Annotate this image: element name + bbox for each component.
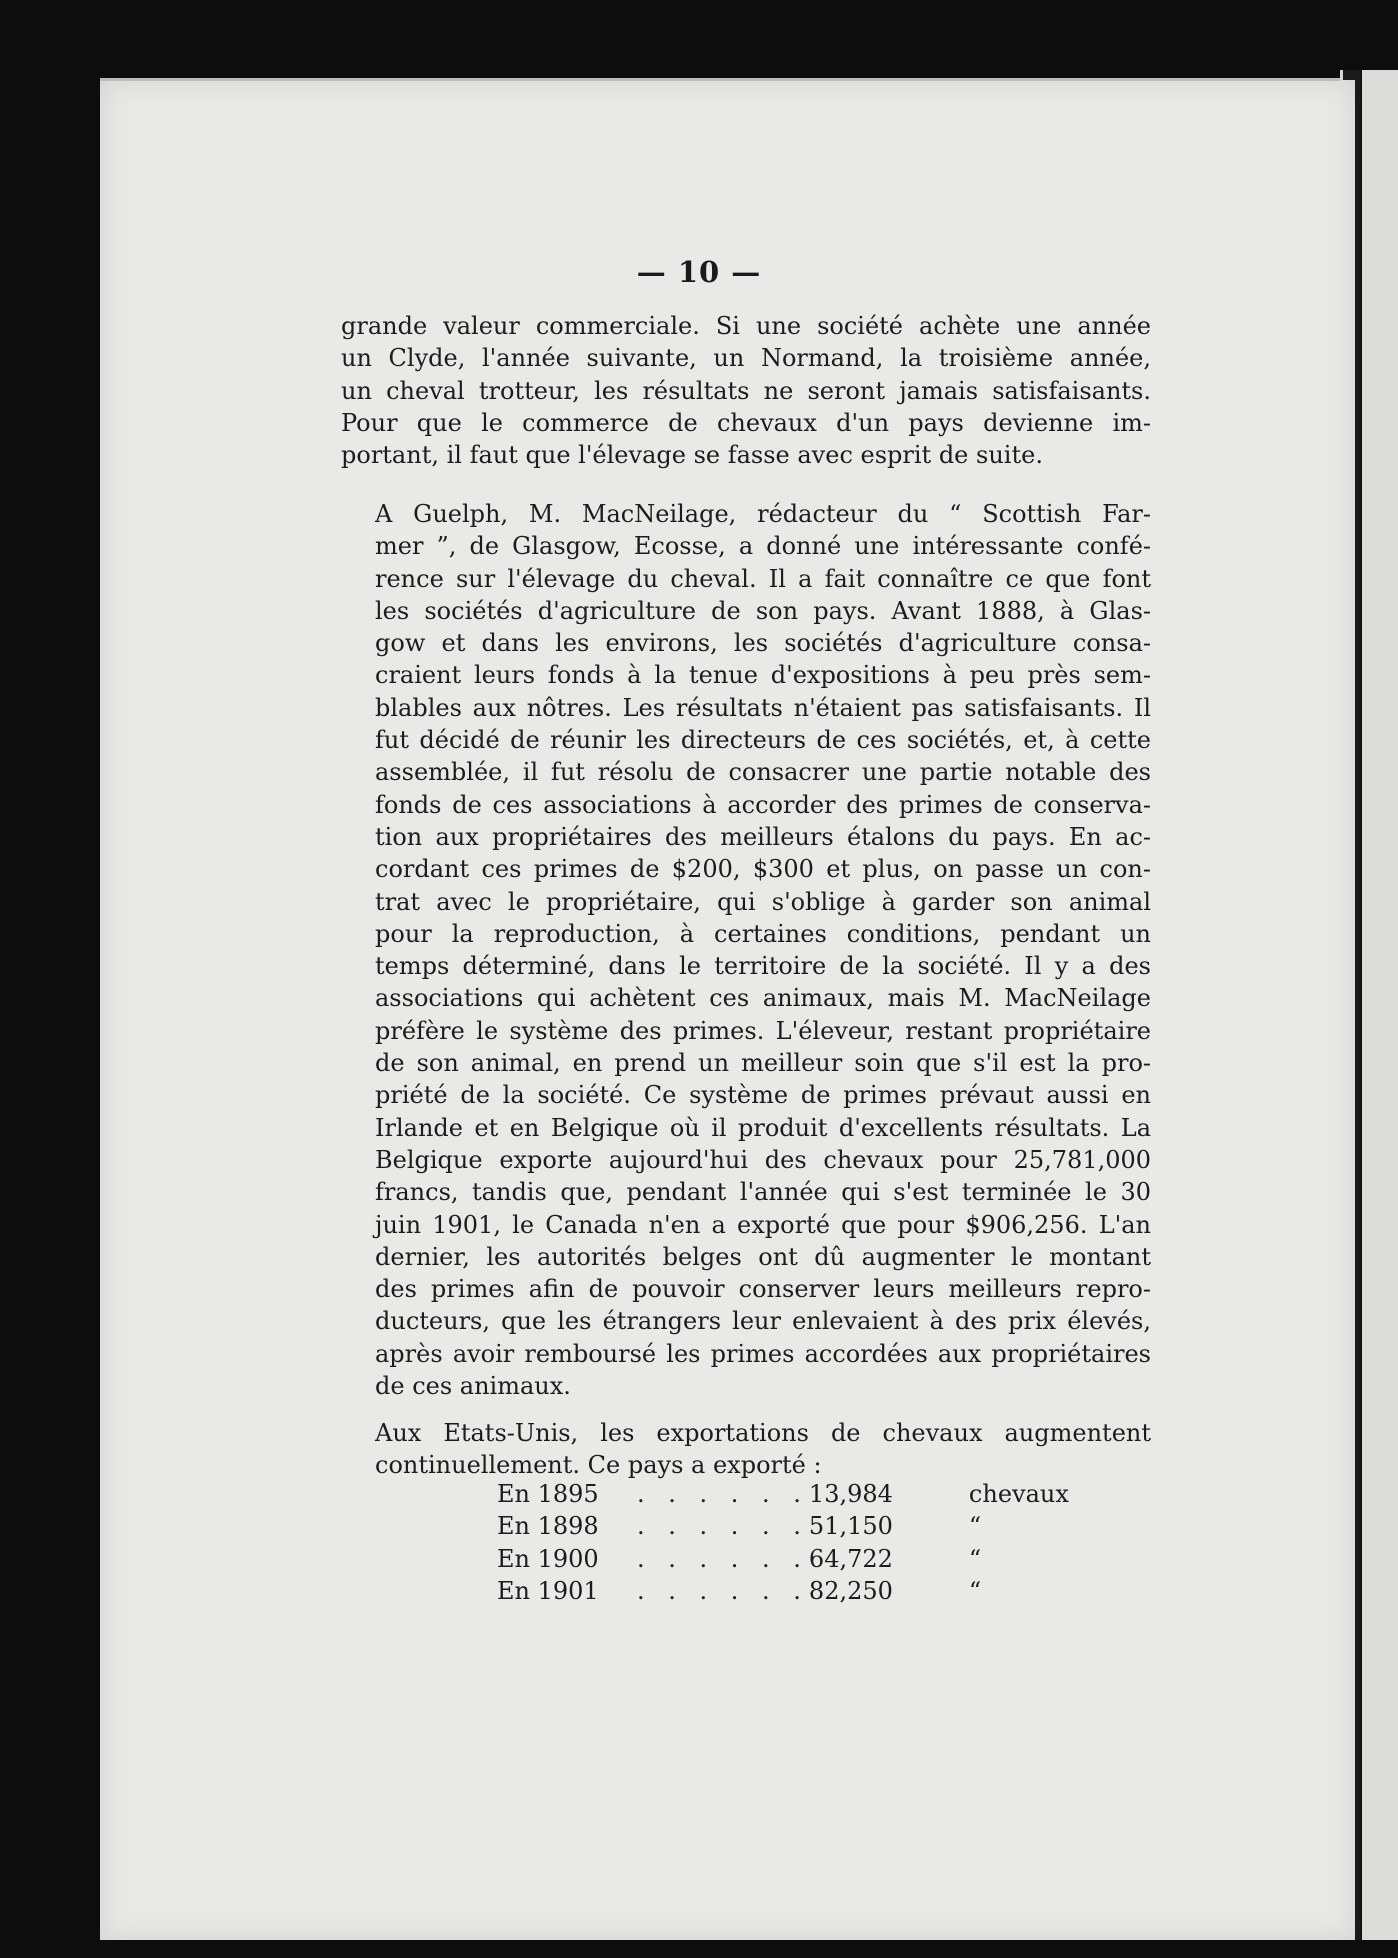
paragraph-line: de ces animaux. xyxy=(375,1372,571,1401)
paragraph-line: grande valeur commerciale. Si une société achète une année xyxy=(341,312,1151,340)
paragraph-line: portant, il faut que l'élevage se fasse avec esprit de suite. xyxy=(341,441,1043,470)
paragraph-line: un Clyde, l'année suivante, un Normand, la troisième année, xyxy=(341,344,1151,373)
paragraph-line: francs, tandis que, pendant l'année qui s'est terminée le 30 xyxy=(375,1178,1151,1207)
leader-dots: . . . . . . xyxy=(637,1480,809,1508)
table-row xyxy=(497,1575,1109,1607)
paragraph-line: trat avec le propriétaire, qui s'oblige à garder son animal xyxy=(375,887,1151,916)
ditto-mark: “ xyxy=(968,1576,982,1605)
paragraph-line: blables aux nôtres. Les résultats n'étaient pas satisfaisants. Il xyxy=(375,693,1151,722)
paragraph-line: craient leurs fonds à la tenue d'expositions à peu près sem- xyxy=(375,661,1151,690)
paragraph-line: assemblée, il fut résolu de consacrer une partie notable des xyxy=(375,758,1151,787)
horse-count: 82,250 xyxy=(808,1576,893,1605)
paragraph-line: de son animal, en prend un meilleur soin que s'il est la pro- xyxy=(375,1049,1151,1078)
paragraph-2 xyxy=(341,498,1151,1402)
paragraph-line: Pour que le commerce de chevaux d'un pays devienne im- xyxy=(341,408,1151,437)
paragraph-line: mer ”, de Glasgow, Ecosse, a donné une intéressante confé- xyxy=(375,532,1151,561)
paragraph-line: fonds de ces associations à accorder des primes de conserva- xyxy=(375,790,1151,819)
horse-count: 13,984 xyxy=(808,1480,893,1508)
paragraph-line: Belgique exporte aujourd'hui des chevaux pour 25,781,000 xyxy=(375,1145,1151,1174)
paragraph-line: préfère le système des primes. L'éleveur, restant propriétaire xyxy=(375,1016,1151,1045)
paragraph-line: A Guelph, M. MacNeilage, rédacteur du “ Scottish Far- xyxy=(375,500,1151,528)
horse-count: 64,722 xyxy=(808,1544,893,1573)
paragraph-line: des primes afin de pouvoir conserver leurs meilleurs repro- xyxy=(375,1275,1151,1304)
unit-label: chevaux xyxy=(968,1480,1069,1508)
paragraph-line: les sociétés d'agriculture de son pays. Avant 1888, à Glas- xyxy=(375,596,1151,625)
paragraph-1 xyxy=(341,310,1151,471)
paragraph-line: ducteurs, que les étrangers leur enlevaient à des prix élevés, xyxy=(375,1307,1151,1336)
year-label: En 1901 xyxy=(497,1576,599,1605)
paragraph-line: gow et dans les environs, les sociétés d'agriculture consa- xyxy=(375,629,1151,658)
table-row xyxy=(497,1510,1109,1542)
leader-dots: . . . . . . xyxy=(637,1544,809,1573)
paragraph-line: continuellement. Ce pays a exporté : xyxy=(375,1451,822,1480)
paragraph-line: Aux Etats-Unis, les exportations de chevaux augmentent xyxy=(375,1419,1151,1447)
paragraph-line: pour la reproduction, à certaines conditions, pendant un xyxy=(375,919,1151,948)
paragraph-line: fut décidé de réunir les directeurs de ces sociétés, et, à cette xyxy=(375,726,1151,755)
paragraph-line: priété de la société. Ce système de primes prévaut aussi en xyxy=(375,1081,1151,1110)
adjacent-page-edge xyxy=(1362,70,1398,1940)
ditto-mark: “ xyxy=(968,1512,982,1541)
paragraph-line: tion aux propriétaires des meilleurs étalons du pays. En ac- xyxy=(375,822,1151,851)
leader-dots: . . . . . . xyxy=(637,1576,809,1605)
paragraph-line: rence sur l'élevage du cheval. Il a fait connaître ce que font xyxy=(375,564,1151,593)
ditto-mark: “ xyxy=(968,1544,982,1573)
paragraph-line: après avoir remboursé les primes accordées aux propriétaires xyxy=(375,1339,1151,1368)
paragraph-line: juin 1901, le Canada n'en a exporté que pour $906,256. L'an xyxy=(375,1210,1151,1239)
page-top-edge xyxy=(100,78,1340,81)
leader-dots: . . . . . . xyxy=(637,1512,809,1541)
paragraph-line: cordant ces primes de $200, $300 et plus, on passe un con- xyxy=(375,855,1151,884)
year-label: En 1895 xyxy=(497,1480,599,1508)
paragraph-line: dernier, les autorités belges ont dû augmenter le montant xyxy=(375,1242,1151,1271)
export-table xyxy=(497,1478,1109,1607)
paragraph-line: Irlande et en Belgique où il produit d'excellents résultats. La xyxy=(375,1113,1151,1142)
paragraph-line: associations qui achètent ces animaux, mais M. MacNeilage xyxy=(375,984,1151,1013)
year-label: En 1900 xyxy=(497,1544,599,1573)
table-row xyxy=(497,1478,1109,1510)
paragraph-line: temps déterminé, dans le territoire de la société. Il y a des xyxy=(375,952,1151,981)
paragraph-3 xyxy=(341,1417,1151,1482)
page-number: — 10 — xyxy=(636,255,762,289)
table-row xyxy=(497,1543,1109,1575)
paragraph-line: un cheval trotteur, les résultats ne seront jamais satisfaisants. xyxy=(341,376,1151,405)
year-label: En 1898 xyxy=(497,1512,599,1541)
horse-count: 51,150 xyxy=(808,1512,893,1541)
